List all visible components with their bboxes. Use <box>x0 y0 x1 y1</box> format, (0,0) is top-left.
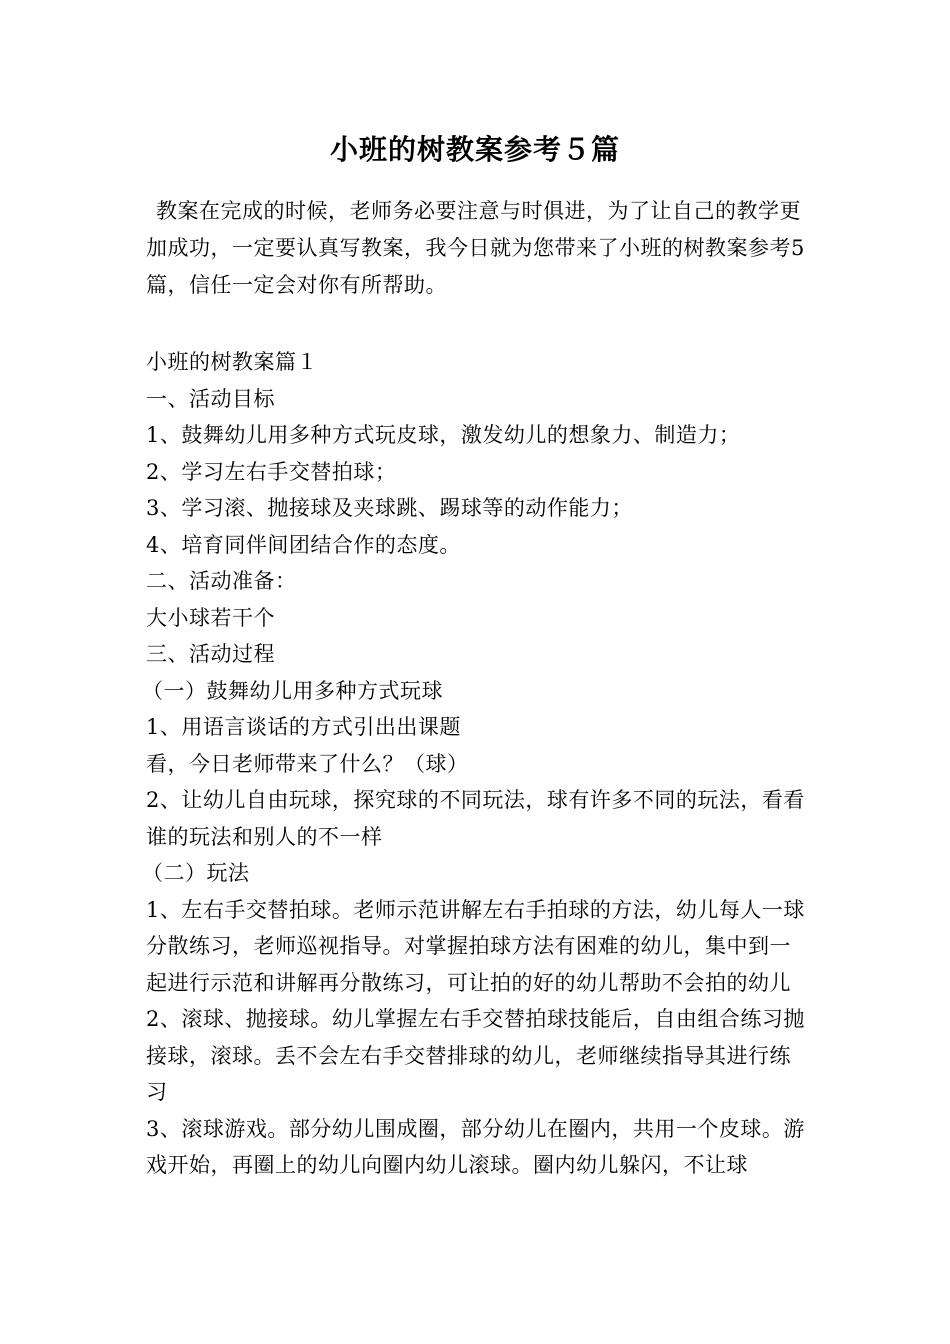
subheading-process: 三、活动过程 <box>146 642 275 666</box>
goal-item: 3、学习滚、抛接球及夹球跳、踢球等的动作能力； <box>146 496 633 520</box>
intro-paragraph <box>146 193 810 304</box>
goal-item: 1、鼓舞幼儿用多种方式玩皮球，激发幼儿的想象力、制造力； <box>146 423 741 447</box>
play-method-item: 2、滚球、抛接球。幼儿掌握左右手交替拍球技能后，自由组合练习抛接球，滚球。丢不会左右手交替排球的幼儿，老师继续指导其进行练习 <box>146 1007 805 1104</box>
goal-item: 4、培育同伴间团结合作的态度。 <box>146 532 461 557</box>
document-body <box>142 344 810 1184</box>
play-method-item: 1、左右手交替拍球。老师示范讲解左右手拍球的方法，幼儿每人一球分散练习，老师巡视指导。对掌握拍球方法有困难的幼儿，集中到一起进行示范和讲解再分散练习，可让拍的好的幼儿帮助不会拍的幼儿 <box>146 897 805 995</box>
document-title: 小班的树教案参考５篇 <box>329 133 620 166</box>
subheading-goals: 一、活动目标 <box>146 386 275 411</box>
process-step-heading: （一）鼓舞幼儿用多种方式玩球 <box>142 678 443 703</box>
process-item: 2、让幼儿自由玩球，探究球的不同玩法，球有许多不同的玩法，看看谁的玩法和别人的不一样 <box>146 788 805 849</box>
process-item: 看，今日老师带来了什么？（球） <box>146 751 469 776</box>
section-heading: 小班的树教案篇１ <box>146 350 318 374</box>
preparation-item: 大小球若干个 <box>146 605 275 630</box>
process-step-heading: （二）玩法 <box>142 861 250 885</box>
goal-item: 2、学习左右手交替拍球； <box>146 459 397 484</box>
process-item: 1、用语言谈话的方式引出出课题 <box>146 715 461 739</box>
play-method-item: 3、滚球游戏。部分幼儿围成圈，部分幼儿在圈内，共用一个皮球。游戏开始，再圈上的幼儿向圈内幼儿滚球。圈内幼儿躲闪，不让球 <box>146 1116 805 1177</box>
intro-text: 教案在完成的时候，老师务必要注意与时俱进，为了让自己的教学更加成功，一定要认真写教案，我今日就为您带来了小班的树教案参考5篇，信任一定会对你有所帮助。 <box>146 199 805 297</box>
subheading-preparation: 二、活动准备： <box>146 569 297 593</box>
